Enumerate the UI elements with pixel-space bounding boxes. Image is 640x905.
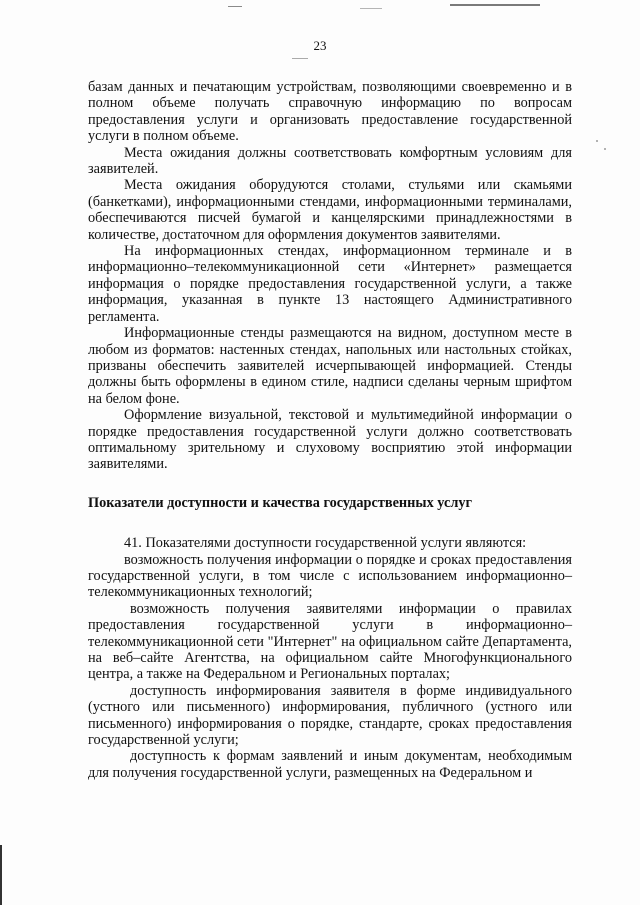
- document-body: [88, 79, 572, 781]
- list-item: возможность получения заявителями информации о правилах предоставления государственной услуги в информационно–телекоммуникационной сети "Интернет" на официальном сайте Департамента, на веб–сайте Агентства, на официальном сайте Многофункционального центра, а также на Федеральном и Региональных порталах;: [88, 600, 572, 683]
- paragraph: Оформление визуальной, текстовой и мультимедийной информации о порядке предоставления государственной услуги должно соответствовать оптимальному зрительному и слуховому восприятию этой информации заявителями.: [88, 407, 572, 473]
- page-number: 23: [313, 38, 327, 53]
- scan-artifact: [292, 58, 308, 59]
- paragraph: На информационных стендах, информационном терминале и в информационно–телекоммуникационной сети «Интернет» размещается информация о порядке предоставления государственной услуги, а также информация, указанная в пункте 13 настоящего Административного регламента.: [88, 243, 572, 325]
- scan-artifact: [596, 140, 598, 142]
- paragraph: Информационные стенды размещаются на видном, доступном месте в любом из форматов: настенных стендах, напольных или настольных стойках, призваны обеспечить заявителей исчерпывающей информацией. Стенды должны быть оформлены в едином стиле, надписи сделаны черным шрифтом на белом фоне.: [88, 325, 572, 407]
- scan-artifact: [604, 148, 606, 150]
- list-item: доступность информирования заявителя в форме индивидуального (устного или письменного) информирования, публичного (устного или письменного) информирования о порядке, стандарте, сроках предоставления государственной услуги;: [88, 682, 572, 749]
- paragraph: Места ожидания должны соответствовать комфортным условиям для заявителей.: [88, 144, 572, 178]
- paragraph: базам данных и печатающим устройствам, позволяющими своевременно и в полном объеме получать справочную информацию по вопросам предоставления услуги и организовать предоставление государственной услуги в полном объеме.: [88, 79, 572, 145]
- paragraph: 41. Показателями доступности государственной услуги являются:: [124, 535, 527, 552]
- scan-artifact: [228, 6, 242, 7]
- scan-artifact: [450, 4, 540, 6]
- section-heading: Показатели доступности и качества государственных услуг: [88, 494, 473, 511]
- paragraph: Места ожидания оборудуются столами, стульями или скамьями (банкетками), информационными стендами, информационными терминалами, обеспечиваются писчей бумагой и канцелярскими принадлежностями в количестве, достаточном для оформления документов заявителями.: [88, 177, 572, 243]
- scan-artifact: [360, 8, 382, 9]
- list-item: возможность получения информации о порядке и сроках предоставления государственной услуги, в том числе с использованием информационно–телекоммуникационных технологий;: [88, 551, 572, 601]
- scan-edge: [0, 845, 2, 905]
- list-item: доступность к формам заявлений и иным документам, необходимым для получения государственной услуги, размещенных на Федеральном и: [88, 748, 572, 781]
